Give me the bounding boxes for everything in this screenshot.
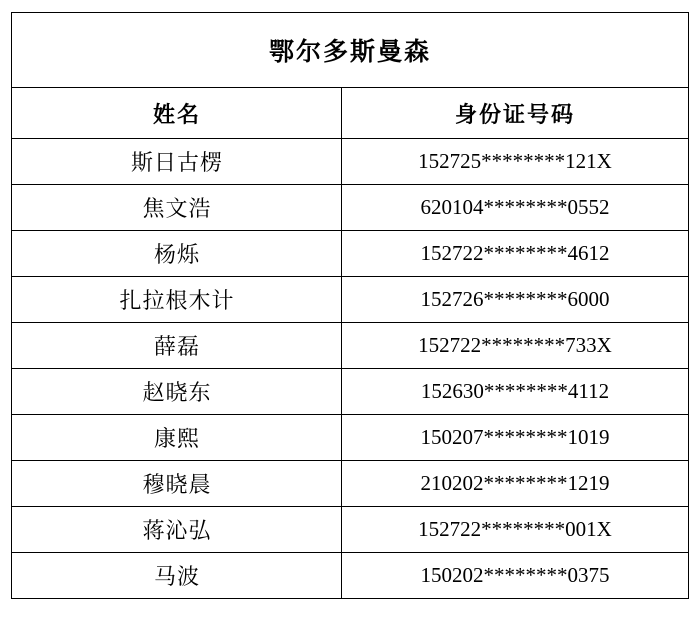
cell-name: 康熙 [12, 415, 342, 461]
column-header-name: 姓名 [12, 88, 342, 139]
cell-id: 152722********733X [342, 323, 688, 369]
cell-name: 焦文浩 [12, 185, 342, 231]
cell-name: 穆晓晨 [12, 461, 342, 507]
table-row [12, 461, 688, 507]
cell-id: 620104********0552 [342, 185, 688, 231]
roster-table [11, 12, 688, 599]
table-header-row [12, 88, 688, 139]
table-row [12, 277, 688, 323]
table-row [12, 323, 688, 369]
cell-name: 斯日古楞 [12, 139, 342, 185]
cell-id: 152725********121X [342, 139, 688, 185]
cell-name: 马波 [12, 553, 342, 599]
cell-name: 扎拉根木计 [12, 277, 342, 323]
table-row [12, 415, 688, 461]
table-row [12, 369, 688, 415]
table-title-row [12, 13, 688, 88]
column-header-id: 身份证号码 [342, 88, 688, 139]
cell-id: 152722********4612 [342, 231, 688, 277]
table-row [12, 139, 688, 185]
cell-name: 杨烁 [12, 231, 342, 277]
table-row [12, 507, 688, 553]
table-row [12, 553, 688, 599]
cell-id: 152726********6000 [342, 277, 688, 323]
page-title: 鄂尔多斯曼森 [12, 13, 688, 88]
table-row [12, 231, 688, 277]
cell-id: 152722********001X [342, 507, 688, 553]
cell-id: 152630********4112 [342, 369, 688, 415]
cell-id: 210202********1219 [342, 461, 688, 507]
cell-name: 赵晓东 [12, 369, 342, 415]
cell-name: 蒋沁弘 [12, 507, 342, 553]
cell-id: 150202********0375 [342, 553, 688, 599]
document-page [0, 12, 700, 624]
cell-id: 150207********1019 [342, 415, 688, 461]
table-row [12, 185, 688, 231]
cell-name: 薛磊 [12, 323, 342, 369]
